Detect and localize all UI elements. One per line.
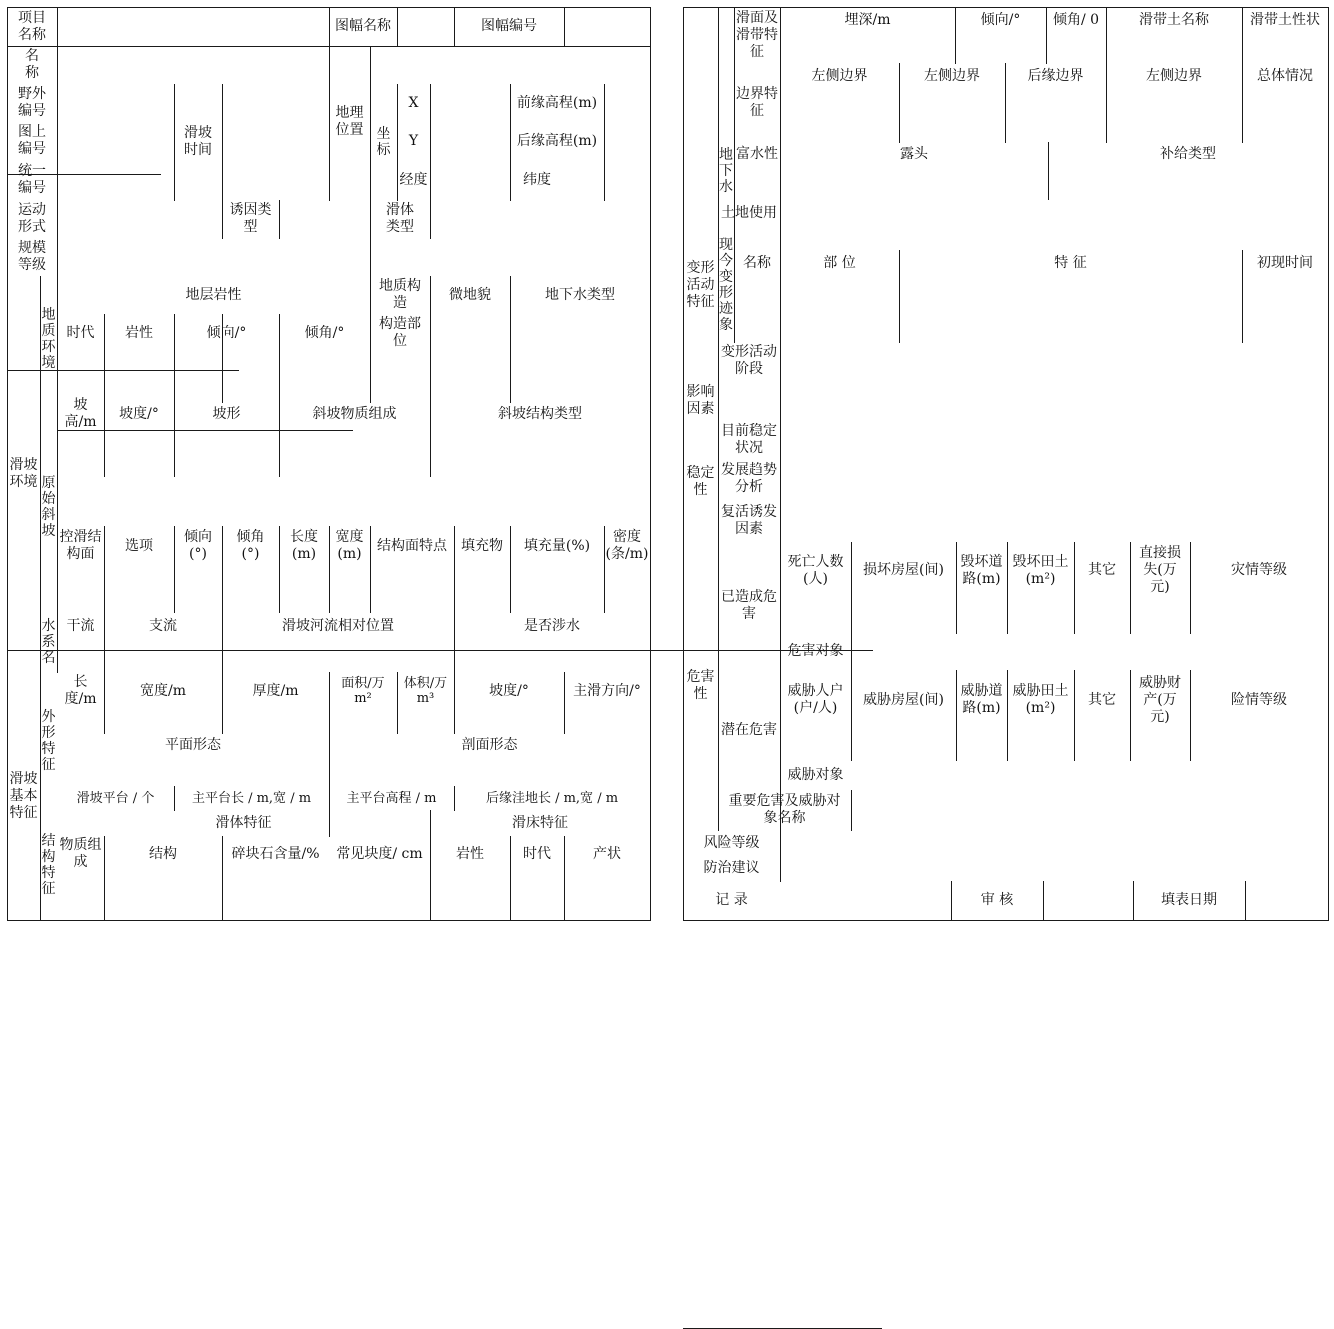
structure-features-label: 结 构 特 征 <box>41 833 56 897</box>
surface-dip-angle-label: 倾角 (°) <box>236 529 265 562</box>
surface-feature-label: 结构面特点 <box>377 537 447 554</box>
burial-depth-label: 埋深/m <box>844 11 891 28</box>
surface-dip-direction-label: 倾向 (°) <box>184 529 212 562</box>
deformation-features-label: 变形 活动 特征 <box>686 259 715 310</box>
influence-factors-label: 影响 因素 <box>686 383 715 417</box>
land-use-label: 土地使用 <box>721 205 777 221</box>
scale-grade-label: 规模 等级 <box>18 240 46 273</box>
grid-line <box>851 790 852 831</box>
unified-number-label: 统一 编号 <box>18 163 46 196</box>
feature-label: 特 征 <box>1054 255 1087 271</box>
basic-features-label: 滑坡 基本 特征 <box>9 770 38 821</box>
deaths-label: 死亡人数 (人) <box>787 553 844 587</box>
map-name-field[interactable] <box>399 9 453 45</box>
grid-line <box>1245 881 1246 921</box>
risk-grade-field[interactable] <box>782 832 1327 855</box>
latitude-label: 纬度 <box>523 171 551 188</box>
thickness-label: 厚度/m <box>252 682 299 699</box>
trigger-type-label: 诱因类 型 <box>229 202 272 235</box>
gravel-content-label: 碎块石含量/% <box>231 845 320 862</box>
grid-line <box>1328 7 1329 921</box>
record-field[interactable] <box>782 883 950 919</box>
prevention-field[interactable] <box>782 858 1327 880</box>
current-traces-label: 现 今 变 形 迹 象 <box>719 237 733 333</box>
dip-angle-label: 倾角/° <box>304 324 345 341</box>
name-label: 名 称 <box>25 48 39 81</box>
tributary-label: 支流 <box>149 617 177 634</box>
grid-line <box>430 200 431 239</box>
front-elevation-label: 前缘高程(m) <box>516 94 598 111</box>
threat-roads-label: 威胁道 路(m) <box>960 683 1003 716</box>
platform-label: 滑坡平台 / 个 <box>76 790 155 806</box>
original-slope-label: 原 始 斜 坡 <box>41 475 56 539</box>
field-number-field[interactable] <box>59 86 173 121</box>
boundary-label: 边界特 征 <box>736 85 778 119</box>
structure-label: 结构 <box>149 845 177 862</box>
potential-hazard-label: 潜在危害 <box>721 721 777 738</box>
field-number-label: 野外 编号 <box>18 86 46 119</box>
direct-loss-label: 直接损 失(万 元) <box>1139 545 1181 595</box>
key-objects-label: 重要危害及威胁对 象名称 <box>728 793 841 826</box>
geo-location-label: 地理 位置 <box>335 105 364 138</box>
main-stream-label: 干流 <box>66 617 95 634</box>
surface-width-label: 宽度 (m) <box>335 529 364 562</box>
trend-label: 发展趋势 分析 <box>721 462 777 495</box>
slope-shape-label: 坡形 <box>212 405 241 422</box>
slope-structure-type-label: 斜坡结构类型 <box>498 405 582 422</box>
threat-property-label: 威胁财 产(万 元) <box>1139 674 1181 725</box>
damaged-farmland-label: 毁坏田土 (m²) <box>1012 553 1069 587</box>
zone-soil-property-label: 滑带土性状 <box>1250 11 1320 28</box>
review-label: 审 核 <box>980 892 1014 908</box>
danger-grade-label: 险情等级 <box>1231 691 1287 708</box>
slope-label: 坡度/° <box>489 682 529 699</box>
groundwater-label: 地 下 水 <box>719 146 733 195</box>
hazard-label: 危害 性 <box>686 669 715 702</box>
project-name-field[interactable] <box>59 9 328 45</box>
stability-label: 稳定 性 <box>686 464 715 498</box>
recharge-type-label: 补给类型 <box>1160 145 1216 162</box>
y-field[interactable] <box>432 124 509 159</box>
control-surface-label: 控滑结 构面 <box>59 529 102 562</box>
dip-direction-label: 倾向/° <box>206 324 247 341</box>
threat-houses-label: 威胁房屋(间) <box>863 691 944 708</box>
left-boundary-label-1: 左侧边界 <box>811 68 868 84</box>
current-stability-label: 目前稳定 状况 <box>721 423 777 456</box>
length-label: 长度/m <box>64 674 97 707</box>
unified-number-field[interactable] <box>59 162 173 199</box>
width-label: 宽度/m <box>140 682 186 699</box>
slide-surface-label: 滑面及 滑带特 征 <box>736 9 778 60</box>
longitude-field[interactable] <box>432 162 509 199</box>
part-label: 部 位 <box>823 255 856 271</box>
review-field[interactable] <box>1045 883 1132 919</box>
disaster-grade-label: 灾情等级 <box>1231 562 1287 578</box>
slide-dip-angle-label: 倾角/ 0 <box>1052 11 1100 28</box>
grid-line <box>430 84 431 201</box>
coordinates-label: 坐 标 <box>376 126 391 158</box>
threat-people-label: 威胁人户 (户/人) <box>787 683 844 716</box>
slope-degree-label: 坡度/° <box>119 405 159 422</box>
strata-lithology-label: 地层岩性 <box>185 286 242 303</box>
motion-form-label: 运动 形式 <box>18 202 46 235</box>
record-label: 记 录 <box>715 892 748 908</box>
caused-hazard-label: 已造成危 害 <box>721 589 777 622</box>
era-label: 时代 <box>66 324 95 341</box>
density-label: 密度 (条/m) <box>605 529 649 562</box>
front-elevation-field[interactable] <box>606 86 649 121</box>
motion-form-field[interactable] <box>59 202 221 237</box>
rear-elevation-label: 后缘高程(m) <box>516 132 598 149</box>
rear-boundary-label: 后缘边界 <box>1027 68 1084 84</box>
first-time-label: 初现时间 <box>1257 255 1313 271</box>
body-type-field[interactable] <box>432 202 649 237</box>
rear-elevation-field[interactable] <box>606 124 649 159</box>
grid-line <box>734 228 735 343</box>
threat-farmland-label: 威胁田土 (m²) <box>1012 683 1069 716</box>
hazard-object-label: 危害对象 <box>787 643 844 659</box>
outcrop-label: 露头 <box>900 145 928 162</box>
volume-label: 体积/万 m³ <box>403 676 448 706</box>
slope-height-label: 坡高/m <box>64 397 97 430</box>
trigger-type-field[interactable] <box>281 202 369 237</box>
option-label: 选项 <box>125 537 153 554</box>
retrigger-label: 复活诱发 因素 <box>721 503 777 537</box>
map-upper-number-field[interactable] <box>59 124 173 159</box>
bed-lithology-label: 岩性 <box>456 845 484 862</box>
damaged-roads-label: 毁坏道 路(m) <box>960 553 1003 587</box>
prevention-label: 防治建议 <box>703 860 760 876</box>
surface-length-label: 长度 (m) <box>290 529 318 562</box>
block-size-label: 常见块度/ cm <box>336 845 423 862</box>
grid-line <box>780 7 781 882</box>
main-platform-length-label: 主平台长 / m,宽 / m <box>191 790 312 806</box>
water-system-label: 水 系 名 <box>41 618 56 666</box>
x-label: X <box>408 94 419 111</box>
rear-depression-label: 后缘洼地长 / m,宽 / m <box>485 790 619 806</box>
x-field[interactable] <box>432 86 509 121</box>
risk-grade-label: 风险等级 <box>703 834 760 851</box>
bed-era-label: 时代 <box>523 845 551 862</box>
fill-date-field[interactable] <box>1247 883 1327 919</box>
y-label: Y <box>408 132 419 149</box>
map-name-label: 图幅名称 <box>335 18 391 34</box>
water-involved-label: 是否涉水 <box>524 617 580 634</box>
filling-label: 填充物 <box>461 537 503 554</box>
water-richness-label: 富水性 <box>736 145 778 162</box>
plan-shape-label: 平面形态 <box>165 737 221 753</box>
map-number-label: 图幅编号 <box>481 18 537 34</box>
longitude-label: 经度 <box>399 171 428 188</box>
scale-grade-field[interactable] <box>59 240 369 275</box>
grid-line <box>222 84 223 201</box>
area-label: 面积/万 m² <box>341 676 385 706</box>
threat-object-label: 威胁对象 <box>787 766 844 783</box>
left-boundary-label-2: 左侧边界 <box>924 68 980 84</box>
structure-part-label: 构造部 位 <box>379 316 421 349</box>
other-label: 其它 <box>1088 562 1116 578</box>
slope-material-label: 斜坡物质组成 <box>312 405 397 422</box>
map-number-field[interactable] <box>566 9 649 45</box>
deformation-stage-label: 变形活动 阶段 <box>721 344 777 377</box>
body-type-label: 滑体 类型 <box>386 202 414 235</box>
section-shape-label: 剖面形态 <box>461 737 518 753</box>
latitude-field[interactable] <box>566 162 649 199</box>
micro-landform-label: 微地貌 <box>449 286 491 303</box>
river-relation-label: 滑坡河流相对位置 <box>282 617 394 634</box>
landslide-time-field[interactable] <box>224 86 328 199</box>
left-boundary-label-3: 左侧边界 <box>1146 68 1202 84</box>
fill-amount-label: 填充量(%) <box>523 537 591 554</box>
landslide-time-label: 滑坡 时间 <box>184 125 212 158</box>
main-slide-direction-label: 主滑方向/° <box>573 682 641 699</box>
grid-line <box>650 7 651 921</box>
grid-line <box>279 200 280 239</box>
name-field[interactable] <box>59 48 328 83</box>
grid-line <box>1043 881 1044 921</box>
main-platform-elevation-label: 主平台高程 / m <box>346 790 437 806</box>
fill-date-label: 填表日期 <box>1161 892 1217 908</box>
trace-name-label: 名称 <box>743 255 771 271</box>
zone-soil-name-label: 滑带土名称 <box>1139 11 1209 28</box>
material-label: 物质组 成 <box>59 837 102 870</box>
landslide-env-label: 滑坡 环境 <box>9 457 38 490</box>
shape-features-label: 外 形 特 征 <box>41 709 56 773</box>
geo-structure-label: 地质构 造 <box>379 278 421 311</box>
slide-dip-direction-label: 倾向/° <box>980 11 1021 28</box>
project-name-label: 项目 名称 <box>18 9 46 43</box>
grid-line <box>683 920 1329 921</box>
overall-label: 总体情况 <box>1257 68 1313 84</box>
grid-line <box>397 7 398 47</box>
damaged-houses-label: 损坏房屋(间) <box>863 562 944 578</box>
grid-line <box>564 7 565 47</box>
body-features-label: 滑体特征 <box>215 814 272 831</box>
groundwater-type-label: 地下水类型 <box>545 286 615 303</box>
other-label-2: 其它 <box>1088 691 1116 708</box>
bed-features-label: 滑床特征 <box>512 814 568 831</box>
map-upper-number-label: 图上 编号 <box>18 124 46 157</box>
grid-line <box>57 7 58 277</box>
lithology-label: 岩性 <box>125 324 153 341</box>
attitude-label: 产状 <box>593 845 621 862</box>
geo-env-label: 地 质 环 境 <box>41 307 56 371</box>
